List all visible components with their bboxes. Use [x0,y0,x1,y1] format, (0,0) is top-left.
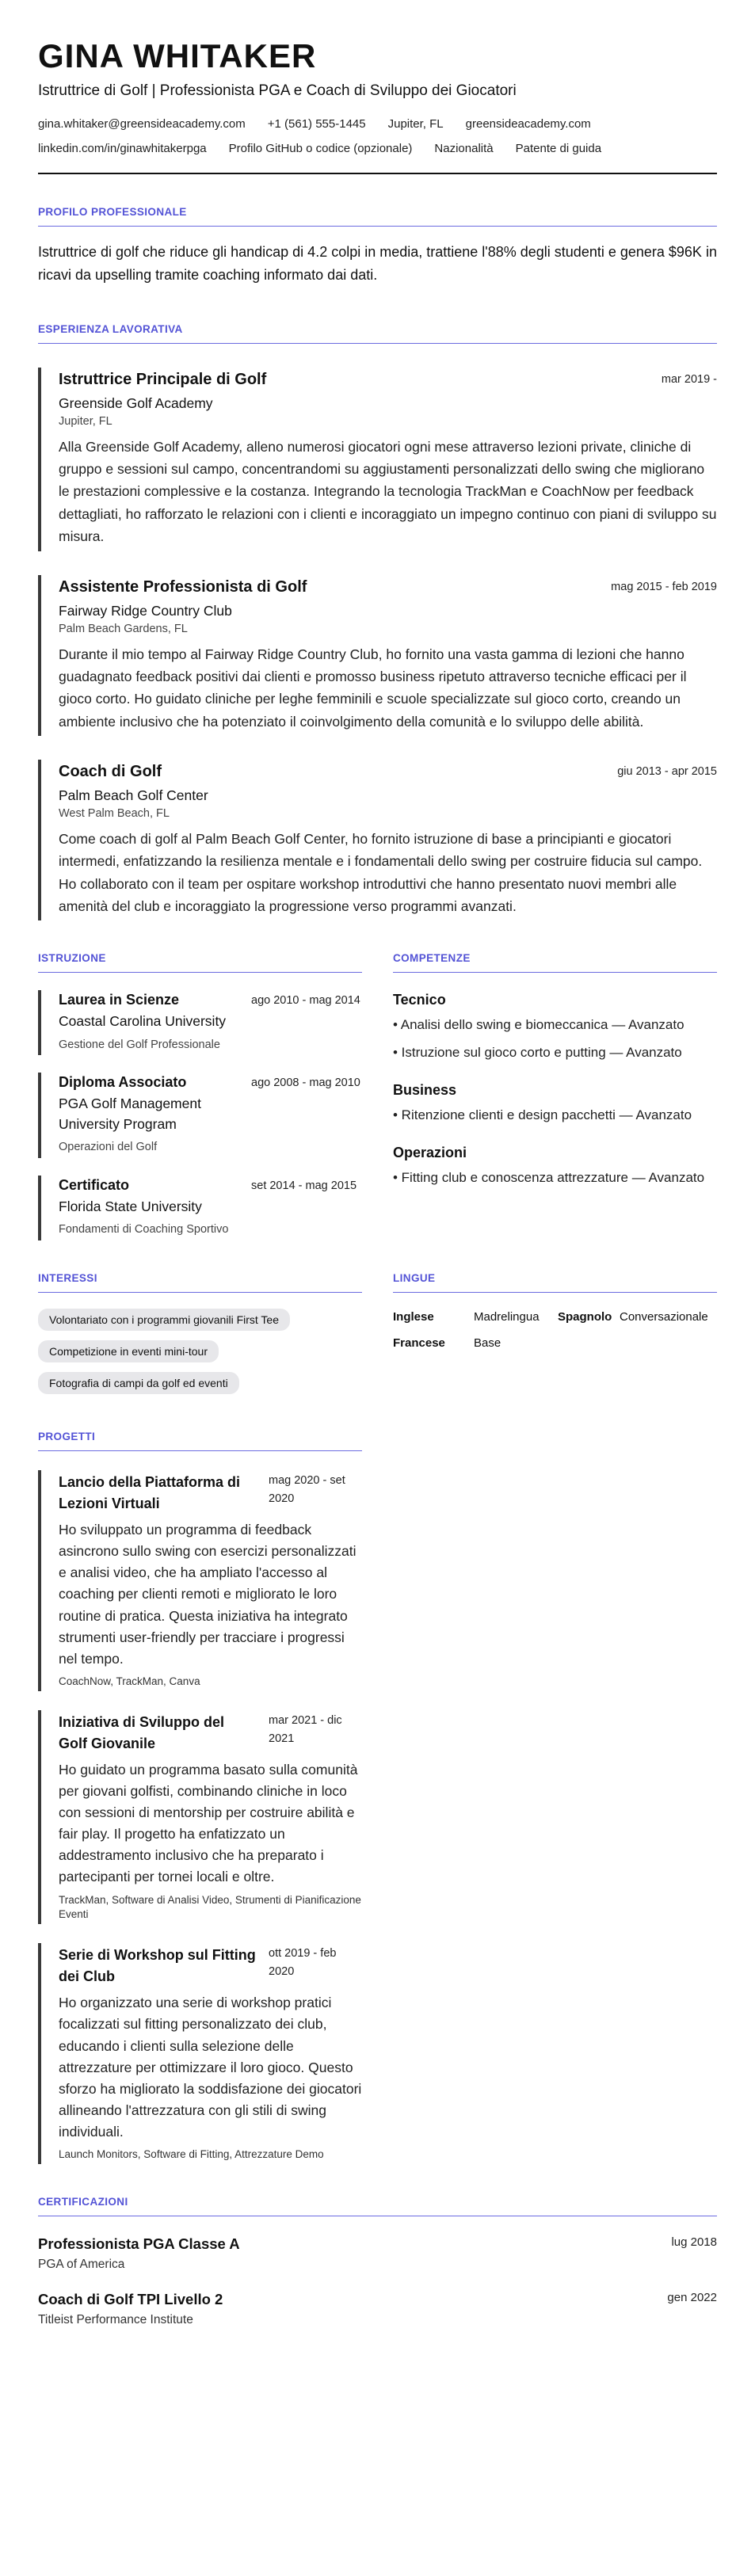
interest-tag: Volontariato con i programmi giovanili First Tee [38,1309,290,1331]
skill-item: • Istruzione sul gioco corto e putting — Avanzato [393,1044,682,1060]
candidate-name: GINA WHITAKER [38,37,317,74]
interest-tag: Competizione in eventi mini-tour [38,1340,219,1362]
skill-item: • Fitting club e conoscenza attrezzature — Avanzato [393,1170,705,1186]
education-date: ago 2010 - mag 2014 [251,994,360,1008]
education-school: PGA Golf Management University Program [59,1096,201,1132]
projects-row [38,1394,717,2164]
education-degree: Laurea in Scienze [59,992,180,1008]
header-divider [38,173,717,174]
profile-summary: Istruttrice di golf che riduce gli handicap di 4.2 colpi in media, trattiene l'88% degli studenti e genera $96K in ricavi da upselling tramite coaching informato dai dati. [38,244,717,283]
certification-name: Professionista PGA Classe A [38,2235,240,2253]
job-role: Coach di Golf [59,762,162,780]
section-title-skills: COMPETENZE [393,952,717,973]
job-role: Assistente Professionista di Golf [59,577,307,596]
certification-issuer: Titleist Performance Institute [38,2313,193,2327]
project-description: Ho sviluppato un programma di feedback asincrono sullo swing con esercizi personalizzati e analisi video, che ha ampliato l'accesso al coaching per clienti remoti e migliorato le loro routine di pratica. Questa iniziativa ha integrato strumenti user-friendly per tracciare i progressi nel tempo. [59,1522,357,1667]
job-date: mag 2015 - feb 2019 [611,580,717,593]
contact-nationality: Nazionalità [434,142,494,156]
project-date: ott 2019 - feb 2020 [269,1947,337,1979]
education-field: Gestione del Golf Professionale [59,1038,220,1051]
skill-category: Business [393,1081,457,1098]
skill-category: Operazioni [393,1145,467,1161]
contact-email[interactable]: gina.whitaker@greensideacademy.com [38,117,246,131]
education-skills-row [38,920,717,1240]
skill-category: Tecnico [393,992,446,1008]
job-company: Palm Beach Golf Center [59,787,208,803]
interests-languages-row [38,1240,717,1394]
certification-item [38,2291,717,2327]
section-title-profile: PROFILO PROFESSIONALE [38,206,717,227]
skill-item: • Ritenzione clienti e design pacchetti — Avanzato [393,1107,692,1122]
education-item [38,1176,362,1240]
language-name: Spagnolo [558,1310,612,1324]
experience-item [38,760,717,920]
interest-tag: Fotografia di campi da golf ed eventi [38,1372,239,1394]
certification-date: gen 2022 [667,2291,717,2305]
job-description: Come coach di golf al Palm Beach Golf Center, ho fornito istruzione di base a principianti e giocatori intermedi, enfatizzando la resilienza mentale e i fondamentali dello swing per costruire fiducia sul campo. Ho collaborato con il team per ospitare workshop introduttivi che hanno presentato nuovi membri alle amenità del club e incoraggiato la progressione verso programmi avanzati. [59,830,703,914]
section-title-certifications: CERTIFICAZIONI [38,2196,717,2216]
project-title: Lancio della Piattaforma di Lezioni Virtuali [59,1474,241,1511]
education-degree: Certificato [59,1176,130,1193]
projects-section [38,1394,362,2164]
job-description: Alla Greenside Golf Academy, alleno numerosi giocatori ogni mese attraverso lezioni private, cliniche di gruppo e sessioni sul campo, concentrandomi su aggiustamenti personalizzati dello swing che migliorano le prestazioni complessive e la costanza. Integrando la tecnologia TrackMan e CoachNow per feedback dettagliati, ho rafforzato le relazioni con i clienti e incoraggiato un impegno continuo con piani di sviluppo su misura. [59,438,717,545]
education-field: Operazioni del Golf [59,1141,158,1154]
job-role: Istruttrice Principale di Golf [59,370,267,388]
education-school: Florida State University [59,1198,202,1214]
section-title-projects: PROGETTI [38,1431,362,1451]
certification-date: lug 2018 [671,2235,717,2250]
experience-item [38,368,717,551]
experience-item [38,575,717,736]
certification-name: Coach di Golf TPI Livello 2 [38,2291,223,2308]
languages-grid [393,1310,717,1350]
job-date: giu 2013 - apr 2015 [617,764,717,778]
contact-phone[interactable]: +1 (561) 555-1445 [267,117,366,131]
project-tech: Launch Monitors, Software di Fitting, Attrezzature Demo [59,2148,324,2161]
project-item [38,1943,362,2164]
language-name: Francese [393,1336,445,1350]
job-location: West Palm Beach, FL [59,806,170,820]
job-company: Fairway Ridge Country Club [59,602,232,619]
experience-section [38,323,717,920]
section-title-experience: ESPERIENZA LAVORATIVA [38,323,717,344]
skill-item: • Analisi dello swing e biomeccanica — Avanzato [393,1017,684,1033]
section-title-education: ISTRUZIONE [38,952,362,973]
skills-section [393,920,717,1240]
project-tech: TrackMan, Software di Analisi Video, Strumenti di Pianificazione Eventi [59,1893,361,1921]
interests-section [38,1240,362,1394]
contact-linkedin[interactable]: linkedin.com/in/ginawhitakerpga [38,142,207,156]
job-company: Greenside Golf Academy [59,394,213,411]
project-title: Serie di Workshop sul Fitting dei Club [59,1947,256,1985]
education-field: Fondamenti di Coaching Sportivo [59,1223,229,1237]
job-date: mar 2019 - [661,372,717,386]
education-date: ago 2008 - mag 2010 [251,1077,360,1090]
job-description: Durante il mio tempo al Fairway Ridge Country Club, ho fornito una vasta gamma di lezioni che hanno guadagnato feedback positivi dai clienti e promosso business ripetuto attraverso tecniche efficaci per il gioco corto. Ho guidato cliniche per leghe femminili e scuole specializzate sul gioco corto, creando un ambiente inclusivo che ha potenziato il coinvolgimento della comunità e lo sviluppo delle abilità. [59,646,687,730]
education-item [38,1073,362,1158]
project-item [38,1470,362,1691]
job-location: Palm Beach Gardens, FL [59,622,188,635]
section-title-languages: LINGUE [393,1272,717,1293]
section-title-interests: INTERESSI [38,1272,362,1293]
contact-driving-license: Patente di guida [515,142,602,156]
language-name: Inglese [393,1310,434,1324]
job-location: Jupiter, FL [59,414,112,428]
resume-header [38,38,717,174]
contact-website[interactable]: greensideacademy.com [465,117,591,131]
education-section [38,920,362,1240]
language-level: Base [474,1336,501,1350]
contact-list [38,117,717,155]
education-date: set 2014 - mag 2015 [251,1179,357,1192]
profile-section [38,206,717,287]
project-description: Ho organizzato una serie di workshop pratici focalizzati sul fitting personalizzato dei club, educando i clienti sulla selezione delle attrezzature per ottimizzare il loro gioco. Questo sforzo ha migliorato la soddisfazione dei giocatori allineando l'attrezzatura con gli stili di swing individuali. [59,1995,362,2140]
education-school: Coastal Carolina University [59,1013,227,1030]
project-tech: CoachNow, TrackMan, Canva [59,1675,200,1687]
education-degree: Diploma Associato [59,1074,187,1091]
education-item [38,990,362,1055]
project-item [38,1710,362,1925]
contact-location: Jupiter, FL [387,117,444,131]
certification-issuer: PGA of America [38,2258,125,2272]
project-date: mar 2021 - dic 2021 [269,1713,342,1745]
language-level: Madrelingua [474,1310,540,1324]
language-level: Conversazionale [620,1310,708,1324]
languages-section [393,1240,717,1394]
project-date: mag 2020 - set 2020 [269,1474,345,1506]
certification-item [38,2235,717,2272]
project-title: Iniziativa di Sviluppo del Golf Giovanile [59,1713,225,1751]
certifications-section [38,2196,717,2327]
contact-github[interactable]: Profilo GitHub o codice (opzionale) [228,142,413,156]
candidate-subtitle: Istruttrice di Golf | Professionista PGA e Coach di Sviluppo dei Giocatori [38,82,517,100]
project-description: Ho guidato un programma basato sulla comunità per giovani golfisti, combinando cliniche in loco con sessioni di mentorship per costruire abilità e fair play. Il progetto ha enfatizzato un addestramento inclusivo che ha preparato i partecipanti per tornei locali e oltre. [59,1761,358,1885]
